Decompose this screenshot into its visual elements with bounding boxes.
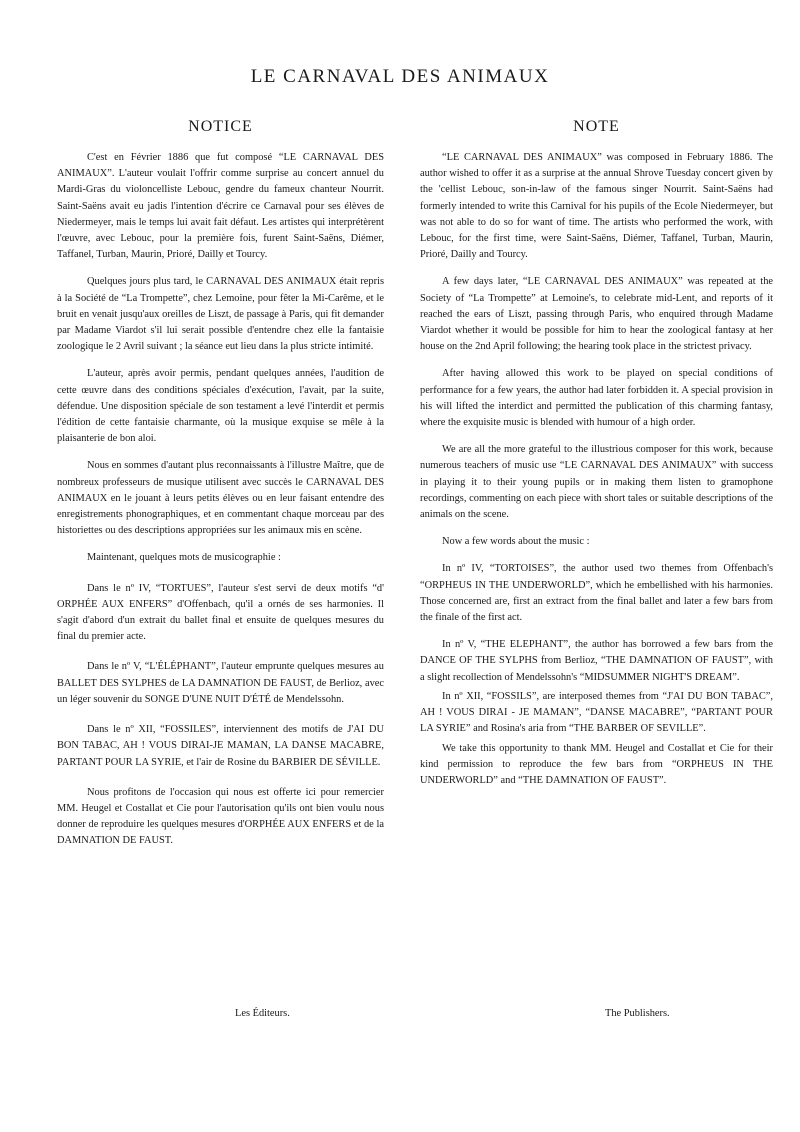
notice-paragraph: C'est en Février 1886 que fut composé “LE CARNAVAL DES ANIMAUX”. L'auteur voulait l'offrir comme surprise au concert annuel du Mardi-Gras du violoncelliste Lebouc, gendre du fameux chanteur Nourrit. Saint-Saëns avait eu jadis l'intention d'écrire ce Carnaval pour ses élèves de Niedermeyer, mais le temps lui avait fait défaut. Les artistes qui interprétèrent l'œuvre, avec Lebouc, pour la première fois, furent Saint-Saëns, Diémer, Taffanel, Turban, Maurin, Prioré, Dailly et Tourcy. xyxy=(57,152,384,261)
note-paragraph: We are all the more grateful to the illustrious composer for this work, because numerous teachers of music use “LE CARNAVAL DES ANIMAUX” with success in playing it to their young pupils or in making them listen to gramophone recordings, commenting on each piece with short tales or suitable descriptions of the animals on the scene. xyxy=(420,444,773,521)
note-paragraph: “LE CARNAVAL DES ANIMAUX” was composed in February 1886. The author wished to offer it as a surprise at the annual Shrove Tuesday concert given by the 'cellist Lebouc, son-in-law of the famous singer Nourrit. Saint-Saëns had formerly intended to write this Carnival for his pupils of the Ecole Niedermeyer, but was not able to do so for want of time. The artists who performed the work, with Lebouc, for the first time, were Saint-Saëns, Diémer, Taffanel, Turban, Maurin, Prioré, Dailly and Tourcy. xyxy=(420,152,773,261)
note-paragraph: A few days later, “LE CARNAVAL DES ANIMAUX” was repeated at the Society of “La Trompette” at Lemoine's, to celebrate mid-Lent, and reports of it reached the ears of Liszt, passing through Paris, who enquired through Madame Viardot whether it would be possible for him to hear the zoological fantasy at her house on the 2nd April following; the hearing took place in the strictest privacy. xyxy=(420,276,773,353)
note-heading: NOTE xyxy=(573,118,620,135)
notice-paragraph: L'auteur, après avoir permis, pendant quelques années, l'audition de cette œuvre dans des conditions spéciales d'exécution, l'avait, par la suite, défendue. Une disposition spéciale de son testament a levé l'interdit et permis l'édition de cette fantaisie charmante, où la musique exquise se mêle à la plaisanterie de bon aloi. xyxy=(57,368,384,445)
signature-english: The Publishers. xyxy=(605,1008,670,1019)
signature-french: Les Éditeurs. xyxy=(235,1008,290,1019)
note-paragraph: In nº IV, “TORTOISES”, the author used two themes from Offenbach's “ORPHEUS IN THE UNDERWORLD”, which he embellished with his harmonies. Those concerned are, first an extract from the final ballet and later a few bars from the finale of the first act. xyxy=(420,563,773,624)
note-paragraph: In nº XII, “FOSSILS”, are interposed themes from “J'AI DU BON TABAC”, AH ! VOUS DIRAI - JE MAMAN”, “DANSE MACABRE”, “PARTANT POUR LA SYRIE” and Rosina's aria from “THE BARBER OF SEVILLE”. xyxy=(420,690,773,735)
notice-paragraph: Quelques jours plus tard, le CARNAVAL DES ANIMAUX était repris à la Société de “La Trompette”, chez Lemoine, pour fêter la Mi-Carême, et le bruit en venait jusqu'aux oreilles de Liszt, de passage à Paris, qui fit demander par Madame Viardot s'il lui serait possible d'entendre chez elle la fantaisie zoologique le 2 Avril suivant ; la séance eut lieu dans la plus stricte intimité. xyxy=(57,276,384,353)
notice-column-french xyxy=(57,118,384,861)
notice-paragraph: Dans le nº IV, “TORTUES”, l'auteur s'est servi de deux motifs “d' ORPHÉE AUX ENFERS” d'Offenbach, qu'il a ornés de ses harmonies. Il s'agit d'abord d'un extrait du ballet final et ensuite de quelques mesures du final du premier acte. xyxy=(57,582,384,643)
notice-paragraph: Dans le nº XII, “FOSSILES”, interviennent des motifs de J'AI DU BON TABAC, AH ! VOUS DIRAI-JE MAMAN, LA DANSE MACABRE, PARTANT POUR LA SYRIE, et l'air de Rosine du BARBIER DE SÉVILLE. xyxy=(57,724,384,768)
notice-paragraph: Nous en sommes d'autant plus reconnaissants à l'illustre Maître, que de nombreux professeurs de musique utilisent avec succès le CARNAVAL DES ANIMAUX en le jouant à leurs petits élèves ou en leur faisant entendre des enregistrements phonographiques, et en commentant chaque morceau par des historiettes ou des descriptions appropriées sur les animaux mis en scène. xyxy=(57,460,384,537)
notice-heading: NOTICE xyxy=(188,118,253,135)
notice-paragraph: Maintenant, quelques mots de musicographie : xyxy=(87,552,281,564)
notice-paragraph: Nous profitons de l'occasion qui nous est offerte ici pour remercier MM. Heugel et Costallat et Cie pour l'autorisation qu'ils ont bien voulu nous donner de reproduire les quelques mesures d'ORPHÉE AUX ENFERS et de la DAMNATION DE FAUST. xyxy=(57,786,384,847)
notice-paragraph: Dans le nº V, “L'ÉLÉPHANT”, l'auteur emprunte quelques mesures au BALLET DES SYLPHES de LA DAMNATION DE FAUST, de Berlioz, avec un léger souvenir du SONGE D'UNE NUIT D'ÉTÉ de Mendelssohn. xyxy=(57,661,384,705)
page-title: LE CARNAVAL DES ANIMAUX xyxy=(250,66,550,87)
note-column-english xyxy=(420,118,773,800)
note-paragraph: We take this opportunity to thank MM. Heugel and Costallat et Cie for their kind permission to reproduce the few bars from “ORPHEUS IN THE UNDERWORLD” and “THE DAMNATION OF FAUST”. xyxy=(420,742,773,786)
note-paragraph: After having allowed this work to be played on special conditions of performance for a few years, the author had later forbidden it. A special provision in his will lifted the interdict and permitted the publication of this charming fantasy, where the exquisite music is blended with humour of a high order. xyxy=(420,368,773,429)
note-paragraph: Now a few words about the music : xyxy=(442,536,590,548)
note-paragraph: In nº V, “THE ELEPHANT”, the author has borrowed a few bars from the DANCE OF THE SYLPHS from Berlioz, “THE DAMNATION OF FAUST”, with a slight recollection of Mendelssohn's “MIDSUMMER NIGHT'S DREAM”. xyxy=(420,639,773,683)
